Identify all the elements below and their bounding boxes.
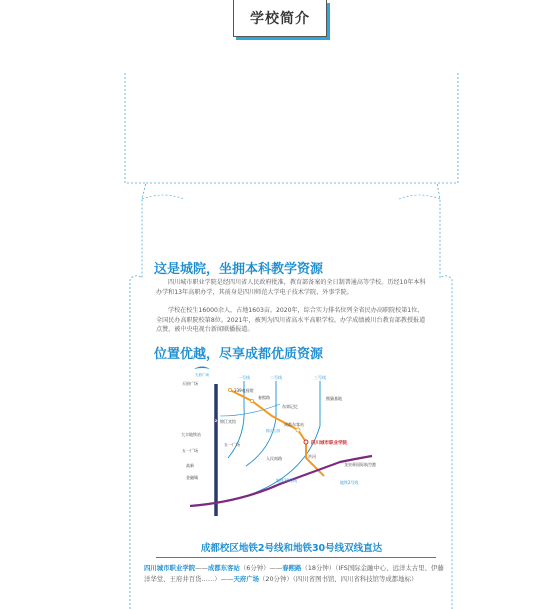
dotted-frame [124,73,459,609]
label-chunxi: 春熙路 [258,395,270,400]
route-chunxi-desc: （IFS国际金融中心、远洋太古里、伊藤洋华堂、王府井百货……） [144,564,444,583]
route-tianfu-time: （20分钟） [259,575,293,583]
route-divider [156,557,436,558]
section2-heading: 位置优越，尽享成都优质资源 [154,347,324,362]
line3-label: 三号线 [314,375,326,380]
route-school: 四川城市职业学院 [144,564,196,572]
map-logo-label: 天府广场 [195,373,209,377]
route-east-time: （6分钟） [239,564,270,572]
route-heading: 成都校区地铁2号线和地铁30号线双线直达 [200,543,383,554]
label-honghe: 洪河 [308,454,316,459]
route-tianfu-desc: （四川省图书馆、四川省科技馆等成都地标） [292,575,418,583]
route-east-station: 成都东客站 [207,564,240,572]
route-description: 四川城市职业学院——成都东客站（6分钟）——春熙路（18分钟）（IFS国际金融中心、远洋太古里、伊藤洋华堂、王府井百货……）——天府广场（20分钟）（四川省图书馆、四川省科技馆等成都地标） [144,564,444,583]
label-left4: 高新 [186,463,194,468]
metro-map [180,366,410,516]
station-east [296,428,300,432]
label-panda: 熊猫基地 [326,396,342,401]
station-339 [228,388,231,391]
route-chunxi-time: （18分钟） [301,564,336,572]
label-dongfeng: 东郊记忆 [282,404,298,409]
label-left5: 金融城 [186,475,198,480]
label-line2: 地铁2号线 [340,480,359,485]
route-tianfu: 天府广场 [233,575,260,583]
label-airport: 龙泉驿国际航空港 [344,462,376,467]
station-school [304,440,308,444]
station-chunxi [250,399,253,402]
label-jinjiang: 锦江宾馆 [220,419,236,424]
map-logo [194,367,210,378]
svg-text:2: 2 [214,419,218,423]
label-left1: 天府广场 [182,381,198,386]
intro-paragraph-2: 学校在校生16000余人，占地1603亩。2020年，综合实力排名位列全省民办高职院校第1位、全国民办高职院校第8位。2021年，被列为四川省高水平高职学校。办学成绩被川台教育部教授报道点赞，被中央电视台新闻联播报道。 [156,307,426,334]
metro-line-2a [246,381,276,466]
label-line30: 地铁30号线 [276,478,298,483]
line2-label: 二号线 [270,375,282,380]
label-renmin: 人民南路 [266,456,282,461]
label-left2: 大丰地铁站 [181,432,201,437]
line1-label: 一号线 [238,375,250,380]
route-chunxi: 春熙路 [282,564,302,572]
section1-heading: 这是城院，坐拥本科教学资源 [154,262,324,277]
label-east: 成都东客站 [284,422,304,427]
label-wuyi: 五一广场 [224,442,240,447]
label-school: 四川城市职业学院 [311,441,347,446]
school-intro-panel [124,73,459,609]
intro-paragraph-1: 四川城市职业学院是经四川省人民政府批准，教育部备案的全日制普通高等学校。历经10年本科办学和13年高职办学，其前身是四川师范大学电子技术学院、外事学院。 [156,279,426,296]
label-339: 339电视塔 [234,388,254,393]
label-left3: 五一广场 [182,448,198,453]
label-jinli: 锦江公园 [266,429,280,433]
section-title: 学校简介 [233,0,327,37]
